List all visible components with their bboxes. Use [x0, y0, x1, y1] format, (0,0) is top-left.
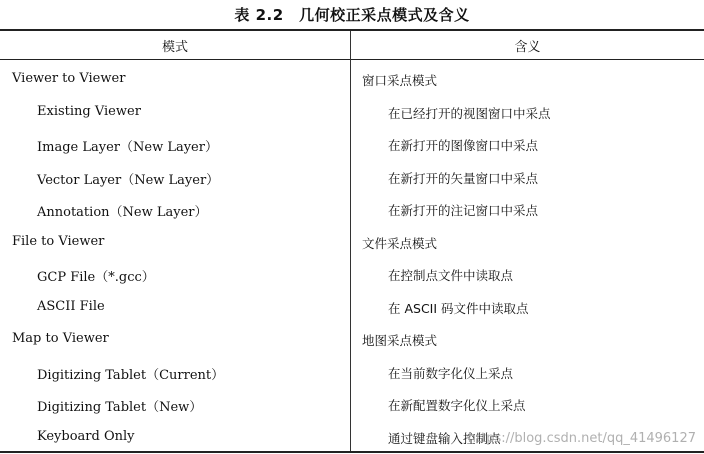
mode-cell: GCP File（*.gcc） [37, 270, 155, 285]
top-rule [0, 29, 704, 31]
column-header-meaning: 含义 [514, 40, 541, 55]
meaning-cell: 在已经打开的视图窗口中采点 [388, 105, 551, 121]
meaning-cell: 在 ASCII 码文件中读取点 [388, 300, 529, 316]
meaning-cell: 在新配置数字化仪上采点 [388, 398, 526, 413]
column-header-mode: 模式 [161, 40, 188, 55]
meaning-cell: 地图采点模式 [362, 333, 438, 348]
table-row [0, 191, 704, 224]
table-row [0, 224, 704, 257]
header-rule [0, 59, 704, 60]
table-row [0, 386, 704, 419]
table-row [0, 321, 704, 354]
meaning-cell: 在新打开的图像窗口中采点 [388, 138, 539, 153]
mode-cell: Digitizing Tablet（Current） [37, 367, 225, 383]
mode-cell: Annotation（New Layer） [37, 205, 208, 220]
meaning-cell: 在新打开的矢量窗口中采点 [388, 170, 539, 186]
table-row [0, 61, 704, 94]
meaning-cell: 在控制点文件中读取点 [388, 268, 514, 283]
table-row [0, 354, 704, 387]
meaning-cell: 文件采点模式 [362, 235, 438, 251]
meaning-cell: 通过键盘输入控制点 [388, 430, 501, 446]
meaning-cell: 在当前数字化仪上采点 [388, 365, 514, 381]
table-row [0, 126, 704, 159]
table-row [0, 256, 704, 289]
meaning-cell: 在新打开的注记窗口中采点 [388, 203, 539, 218]
mode-cell: Keyboard Only [37, 428, 135, 444]
meaning-cell: 窗口采点模式 [362, 73, 438, 88]
table-row [0, 289, 704, 322]
mode-cell: Digitizing Tablet（New） [37, 400, 203, 415]
mode-cell: Map to Viewer [12, 331, 109, 346]
table-row [0, 159, 704, 192]
table-caption: 表 2.2 几何校正采点模式及含义 [234, 6, 470, 24]
mode-cell: Existing Viewer [37, 103, 141, 119]
mode-cell: File to Viewer [12, 233, 105, 249]
bottom-rule [0, 451, 704, 453]
mode-cell: ASCII File [37, 298, 105, 314]
watermark: https://blog.csdn.net/qq_41496127 [467, 431, 696, 446]
mode-cell: Vector Layer（New Layer） [37, 172, 220, 188]
table-row [0, 94, 704, 127]
mode-cell: Viewer to Viewer [12, 71, 126, 86]
mode-cell: Image Layer（New Layer） [37, 140, 218, 155]
